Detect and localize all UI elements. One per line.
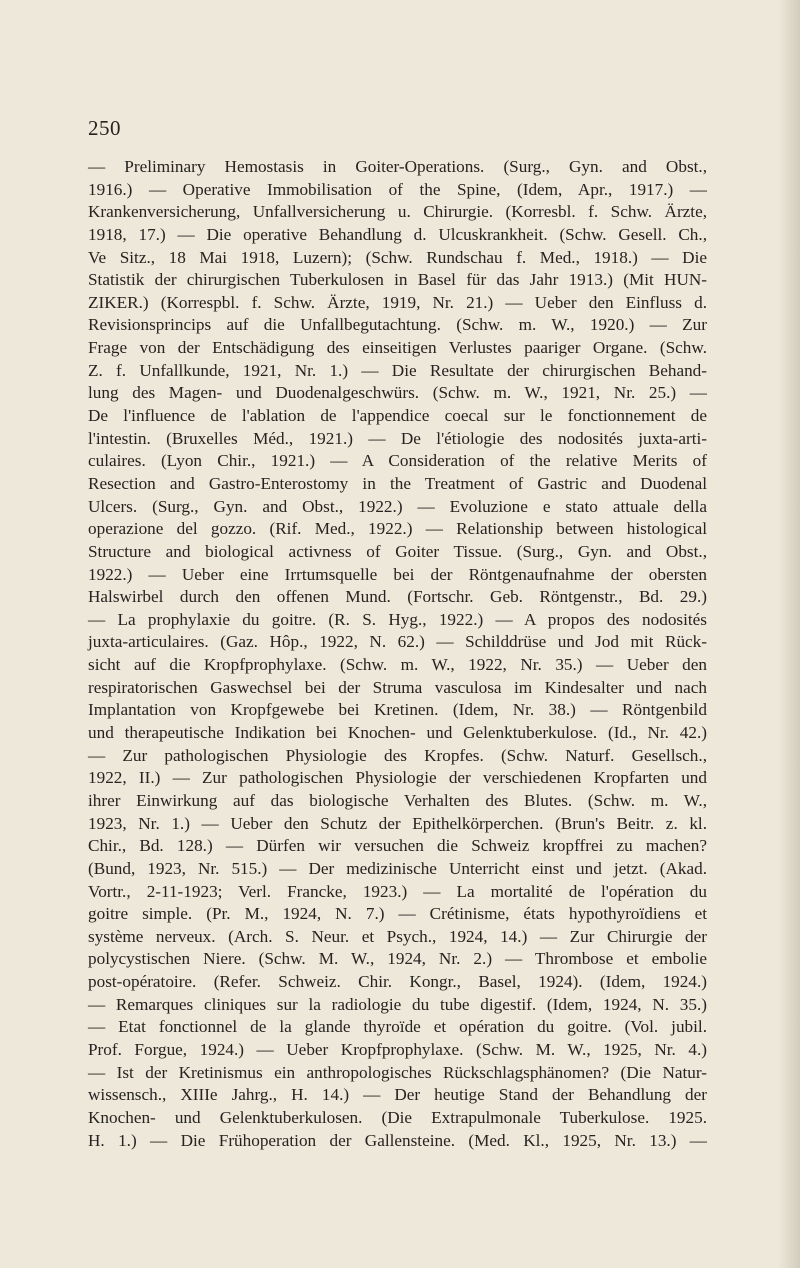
text-line: goitre simple. (Pr. M., 1924, N. 7.) — Crétinisme, états hypothyroïdiens et: [88, 904, 707, 924]
text-line: — Zur pathologischen Physiologie des Kropfes. (Schw. Naturf. Gesellsch.,: [88, 745, 707, 765]
text-line: De l'influence de l'ablation de l'appendice coecal sur le fonctionnement de: [88, 406, 707, 426]
text-line: juxta-articulaires. (Gaz. Hôp., 1922, N. 62.) — Schilddrüse und Jod mit Rück-: [88, 632, 707, 652]
text-line: — Etat fonctionnel de la glande thyroïde et opération du goitre. (Vol. jubil.: [88, 1017, 707, 1037]
text-line: Structure and biological activness of Goiter Tissue. (Surg., Gyn. and Obst.,: [88, 541, 707, 561]
text-line: 1922.) — Ueber eine Irrtumsquelle bei der Röntgenaufnahme der obersten: [88, 564, 707, 584]
text-line: Statistik der chirurgischen Tuberkulosen in Basel für das Jahr 1913.) (Mit HUN-: [88, 270, 707, 290]
text-line: ihrer Einwirkung auf das biologische Verhalten des Blutes. (Schw. m. W.,: [88, 790, 707, 810]
text-line: H. 1.) — Die Frühoperation der Gallensteine. (Med. Kl., 1925, Nr. 13.) —: [88, 1130, 707, 1150]
text-line: sicht auf die Kropfprophylaxe. (Schw. m. W., 1922, Nr. 35.) — Ueber den: [88, 655, 707, 675]
text-line: 1923, Nr. 1.) — Ueber den Schutz der Epithelkörperchen. (Brun's Beitr. z. kl.: [88, 813, 707, 833]
text-line: und therapeutische Indikation bei Knochen- und Gelenktuberkulose. (Id., Nr. 42.): [88, 723, 707, 743]
text-line: Chir., Bd. 128.) — Dürfen wir versuchen die Schweiz kropffrei zu machen?: [88, 836, 707, 856]
text-line: Krankenversicherung, Unfallversicherung u. Chirurgie. (Korresbl. f. Schw. Ärzte,: [88, 202, 707, 222]
text-line: (Bund, 1923, Nr. 515.) — Der medizinische Unterricht einst und jetzt. (Akad.: [88, 858, 707, 878]
text-line: 1916.) — Operative Immobilisation of the Spine, (Idem, Apr., 1917.) —: [88, 179, 707, 199]
text-line: Revisionsprincips auf die Unfallbegutachtung. (Schw. m. W., 1920.) — Zur: [88, 315, 707, 335]
text-line: Halswirbel durch den offenen Mund. (Fortschr. Geb. Röntgenstr., Bd. 29.): [88, 587, 707, 607]
text-line: lung des Magen- und Duodenalgeschwürs. (Schw. m. W., 1921, Nr. 25.) —: [88, 383, 707, 403]
text-line: Ve Sitz., 18 Mai 1918, Luzern); (Schw. Rundschau f. Med., 1918.) — Die: [88, 247, 707, 267]
text-line: Implantation von Kropfgewebe bei Kretinen. (Idem, Nr. 38.) — Röntgenbild: [88, 700, 707, 720]
text-line: ZIKER.) (Korrespbl. f. Schw. Ärzte, 1919, Nr. 21.) — Ueber den Einfluss d.: [88, 292, 707, 312]
text-line: wissensch., XIIIe Jahrg., H. 14.) — Der heutige Stand der Behandlung der: [88, 1085, 707, 1105]
page-number: 250: [88, 116, 121, 140]
text-line: — Remarques cliniques sur la radiologie du tube digestif. (Idem, 1924, N. 35.): [88, 994, 707, 1014]
text-line: Prof. Forgue, 1924.) — Ueber Kropfprophylaxe. (Schw. M. W., 1925, Nr. 4.): [88, 1039, 707, 1059]
text-line: — Ist der Kretinismus ein anthropologisches Rückschlagsphänomen? (Die Natur-: [88, 1062, 707, 1082]
bibliography-text-block: [88, 156, 707, 1152]
text-line: culaires. (Lyon Chir., 1921.) — A Consideration of the relative Merits of: [88, 451, 707, 471]
text-line: — Preliminary Hemostasis in Goiter-Operations. (Surg., Gyn. and Obst.,: [88, 157, 707, 176]
text-line: post-opératoire. (Refer. Schweiz. Chir. Kongr., Basel, 1924). (Idem, 1924.): [88, 972, 707, 992]
text-line: système nerveux. (Arch. S. Neur. et Psych., 1924, 14.) — Zur Chirurgie der: [88, 926, 707, 946]
text-line: Knochen- und Gelenktuberkulosen. (Die Extrapulmonale Tuberkulose. 1925.: [88, 1107, 707, 1127]
text-line: Ulcers. (Surg., Gyn. and Obst., 1922.) — Evoluzione e stato attuale della: [88, 496, 707, 516]
text-line: Z. f. Unfallkunde, 1921, Nr. 1.) — Die Resultate der chirurgischen Behand-: [88, 360, 707, 380]
page-edge-shadow: [778, 0, 800, 1268]
text-line: 1918, 17.) — Die operative Behandlung d. Ulcuskrankheit. (Schw. Gesell. Ch.,: [88, 224, 707, 244]
text-line: — La prophylaxie du goitre. (R. S. Hyg., 1922.) — A propos des nodosités: [88, 609, 707, 629]
text-line: l'intestin. (Bruxelles Méd., 1921.) — De l'étiologie des nodosités juxta-arti-: [88, 428, 707, 448]
text-line: 1922, II.) — Zur pathologischen Physiologie der verschiedenen Kropfarten und: [88, 768, 707, 788]
text-line: operazione del gozzo. (Rif. Med., 1922.) — Relationship between histological: [88, 519, 707, 539]
text-line: polycystischen Niere. (Schw. M. W., 1924, Nr. 2.) — Thrombose et embolie: [88, 949, 707, 969]
text-line: Vortr., 2-11-1923; Verl. Francke, 1923.) — La mortalité de l'opération du: [88, 881, 707, 901]
text-line: respiratorischen Gaswechsel bei der Struma vasculosa im Kindesalter und nach: [88, 677, 707, 697]
text-line: Frage von der Entschädigung des einseitigen Verlustes paariger Organe. (Schw.: [88, 338, 707, 358]
text-line: Resection and Gastro-Enterostomy in the Treatment of Gastric and Duodenal: [88, 473, 707, 493]
